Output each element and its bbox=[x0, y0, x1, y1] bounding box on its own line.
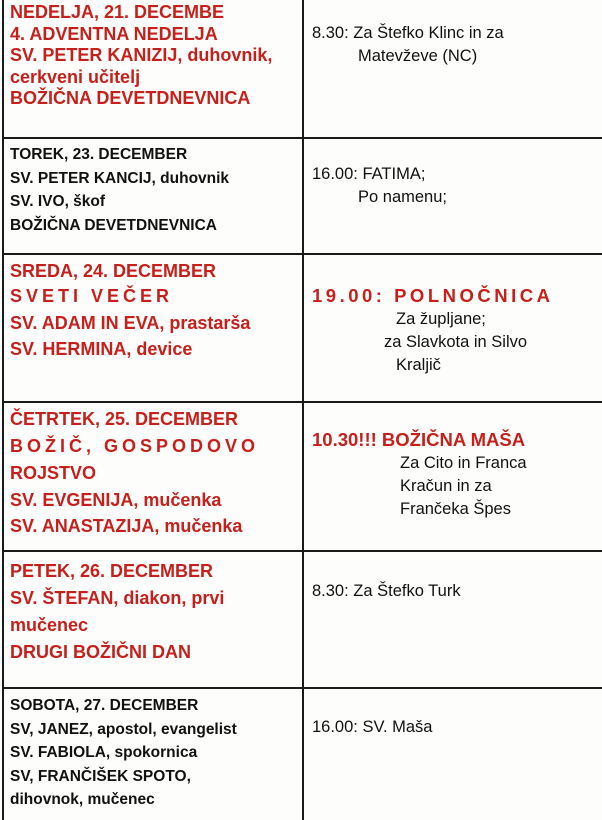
day-line: SV. ANASTAZIJA, mučenka bbox=[10, 516, 243, 536]
mass-line: 19.00: POLNOČNICA bbox=[312, 285, 554, 306]
mass-line: Za župljane; bbox=[396, 310, 486, 328]
day-line: SV, FRANČIŠEK SPOTO, bbox=[10, 767, 191, 785]
row-divider bbox=[2, 550, 602, 552]
day-cell-sreda bbox=[10, 261, 300, 362]
left-border bbox=[2, 0, 4, 820]
mass-line: Za Cito in Franca bbox=[400, 454, 527, 472]
day-line: BOŽIČNA DEVETDNEVNICA bbox=[10, 216, 217, 234]
day-cell-sobota bbox=[10, 694, 300, 812]
row-divider bbox=[2, 687, 602, 689]
mass-line: Kraljič bbox=[396, 356, 441, 374]
mass-cell-petek bbox=[312, 580, 592, 603]
row-divider bbox=[2, 253, 602, 255]
day-line: DRUGI BOŽIČNI DAN bbox=[10, 642, 191, 662]
day-line: SVETI VEČER bbox=[10, 285, 174, 306]
column-divider bbox=[302, 0, 304, 820]
mass-cell-sreda bbox=[312, 284, 592, 377]
day-cell-nedelja bbox=[10, 2, 300, 110]
day-line: SV. PETER KANCIJ, duhovnik bbox=[10, 169, 230, 187]
day-line: BOŽIČ, GOSPODOVO bbox=[10, 436, 260, 456]
day-line: SV. FABIOLA, spokornica bbox=[10, 744, 198, 761]
mass-line: 8.30: Za Štefko Klinc in za bbox=[312, 24, 504, 42]
mass-line: 16.00: SV. Maša bbox=[312, 718, 433, 736]
day-line: PETEK, 26. DECEMBER bbox=[10, 561, 214, 581]
mass-line: za Slavkota in Silvo bbox=[384, 333, 528, 351]
day-line: SREDA, 24. DECEMBER bbox=[10, 261, 217, 281]
day-cell-torek bbox=[10, 143, 300, 237]
day-line: NEDELJA, 21. DECEMBE bbox=[10, 2, 225, 22]
mass-line: 8.30: Za Štefko Turk bbox=[312, 582, 461, 600]
mass-cell-nedelja bbox=[312, 22, 592, 68]
day-line: BOŽIČNA DEVETDNEVNICA bbox=[10, 88, 251, 109]
day-line: cerkveni učitelj bbox=[10, 66, 141, 87]
mass-cell-sobota bbox=[312, 716, 592, 739]
row-divider bbox=[2, 137, 602, 139]
mass-line: 10.30!!! BOŽIČNA MAŠA bbox=[312, 429, 526, 450]
day-line: SV. ŠTEFAN, diakon, prvi bbox=[10, 588, 225, 608]
mass-line: 16.00: FATIMA; bbox=[312, 165, 426, 183]
day-line: SV, JANEZ, apostol, evangelist bbox=[10, 720, 237, 738]
day-line: SV. PETER KANIZIJ, duhovnik, bbox=[10, 45, 273, 66]
mass-cell-torek bbox=[312, 163, 592, 209]
day-cell-petek bbox=[10, 558, 300, 666]
day-line: SV. ADAM IN EVA, prastarša bbox=[10, 312, 251, 333]
mass-cell-cetrtek bbox=[312, 428, 592, 521]
day-line: dihovnok, mučenec bbox=[10, 791, 155, 808]
mass-line: Matevževe (NC) bbox=[358, 47, 478, 65]
day-line: SOBOTA, 27. DECEMBER bbox=[10, 697, 199, 714]
mass-line: Po namenu; bbox=[358, 188, 447, 206]
row-divider bbox=[2, 401, 602, 403]
day-line: ČETRTEK, 25. DECEMBER bbox=[10, 409, 239, 429]
mass-line: Kračun in za bbox=[400, 477, 492, 495]
day-line: 4. ADVENTNA NEDELJA bbox=[10, 23, 218, 44]
day-line: SV. IVO, škof bbox=[10, 193, 106, 210]
day-line: ROJSTVO bbox=[10, 463, 97, 483]
day-line: SV. HERMINA, device bbox=[10, 338, 193, 359]
day-line: mučenec bbox=[10, 615, 89, 635]
day-cell-cetrtek bbox=[10, 406, 300, 539]
mass-line: Frančeka Špes bbox=[400, 500, 511, 518]
day-line: SV. EVGENIJA, mučenka bbox=[10, 490, 222, 510]
day-line: TOREK, 23. DECEMBER bbox=[10, 146, 188, 163]
